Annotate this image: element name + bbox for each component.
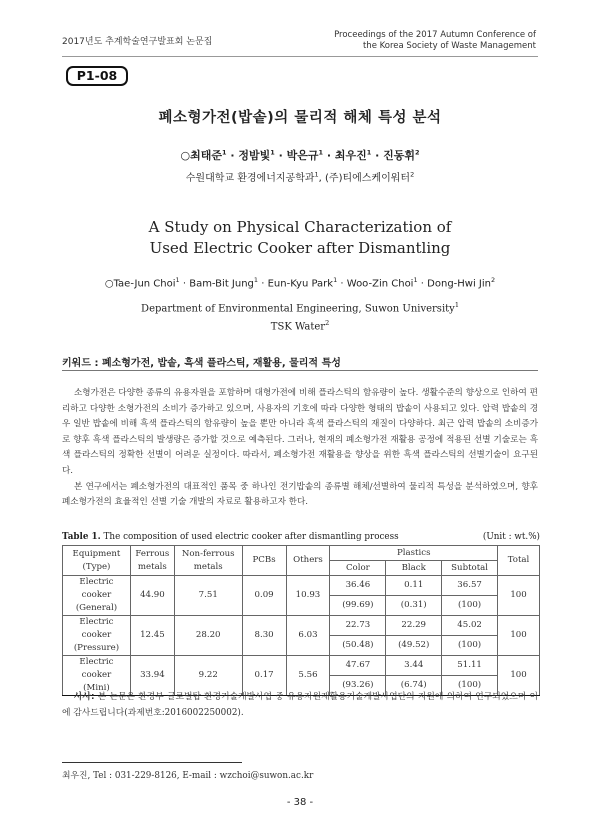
header-subtotal: Subtotal	[442, 561, 498, 576]
body-text	[62, 386, 538, 511]
header-others: Others	[286, 546, 330, 576]
acknowledgement-label: 사사:	[74, 692, 95, 702]
korean-affiliation: 수원대학교 환경에너지공학과$^1$, (주)티에스케이워터$^2$	[185, 170, 415, 184]
keywords-rule	[62, 370, 538, 371]
header-rule	[62, 56, 538, 57]
department: Department of Environmental Engineering, Suwon University	[141, 303, 455, 315]
table-row	[63, 576, 540, 596]
cell-ferrous: 33.94	[130, 656, 174, 696]
cell-subtotal-pct: (100)	[442, 636, 498, 656]
cell-color: 22.73	[330, 616, 386, 636]
page-number: - 38 -	[286, 797, 314, 808]
body-paragraph-2: 본 연구에서는 폐소형가전의 대표적인 품목 중 하나인 전기밥솥의 종류별 해체/선별하여 물리적 특성을 분석하였으며, 향후 폐소형가전의 효율적인 선별 기술 개발의 자료로 활용하고자 한다.	[62, 481, 538, 508]
keywords: 키워드 : 폐소형가전, 밥솥, 흑색 플라스틱, 재활용, 물리적 특성	[62, 358, 341, 369]
table-unit: (Unit : wt.%)	[482, 532, 540, 542]
footnote-contact: 최우진, Tel : 031-229-8126, E-mail : wzchoi@suwon.ac.kr	[62, 771, 314, 781]
table-row	[63, 656, 540, 676]
cell-color: 47.67	[330, 656, 386, 676]
presenter-mark: ○	[104, 278, 114, 290]
english-title-line2: Used Electric Cooker after Dismantling	[149, 239, 451, 257]
row-equipment: Electric cooker (General)	[63, 576, 131, 616]
cell-total: 100	[498, 656, 540, 696]
english-title-line1: A Study on Physical Characterization of	[148, 218, 452, 236]
cell-subtotal-pct: (100)	[442, 596, 498, 616]
cell-black-pct: (0.31)	[386, 596, 442, 616]
row-equipment: Electric cooker (Pressure)	[63, 616, 131, 656]
cell-black-pct: (49.52)	[386, 636, 442, 656]
running-header-right	[334, 30, 536, 52]
cell-others: 5.56	[286, 656, 330, 696]
english-author: Eun-Kyu Park	[267, 278, 334, 290]
cell-nonferrous: 28.20	[174, 616, 242, 656]
header-color: Color	[330, 561, 386, 576]
table-caption-text: The composition of used electric cooker after dismantling process	[103, 532, 399, 542]
english-authors: ○Tae-Jun Choi$^1$ · Bam-Bit Jung$^1$ · Eun-Kyu Park$^1$ · Woo-Zin Choi$^1$ · Dong-Hwi Jin$^2$	[104, 276, 496, 290]
header-ferrous: Ferrous metals	[130, 546, 174, 576]
cell-subtotal: 45.02	[442, 616, 498, 636]
english-affiliation: Department of Environmental Engineering, Suwon University$^1$ TSK Water$^2$	[141, 301, 459, 333]
running-header-right-line1: Proceedings of the 2017 Autumn Conference of	[334, 30, 536, 40]
table-caption	[62, 532, 540, 542]
body-paragraph-1: 소형가전은 다양한 종류의 유용자원을 포함하며 대형가전에 비해 플라스틱의 함유량이 높다. 생활수준의 향상으로 인하여 편리하고 다양한 소형가전의 소비가 증가하고 있으며, 사용자의 기호에 따라 다양한 형태의 밥솥이 사용되고 있다. 압력 밥솥의 경우 일반 밥솥에 비해 흑색 플라스틱의 함유량이 높을 뿐만 아니라 흑색 플라스틱의 재질이 다양하다. 최근 압력 밥솥의 소비증가로 향후 흑색 플라스틱의 발생량은 증가할 것으로 예측된다. 그러나, 현재의 폐소형가전 재활용 공정에 적용된 선별 기술로는 흑색 플라스틱의 정확한 선별이 어려운 실정이다. 따라서, 폐소형가전 재활용을 향상을 위한 흑색 플라스틱의 선별기술이 요구된다.	[62, 388, 538, 476]
cell-black: 3.44	[386, 656, 442, 676]
english-title	[60, 217, 540, 259]
composition-table	[62, 545, 540, 696]
header-total: Total	[498, 546, 540, 576]
table-header-row	[63, 546, 540, 561]
cell-color: 36.46	[330, 576, 386, 596]
cell-black: 22.29	[386, 616, 442, 636]
company: TSK Water	[270, 321, 326, 333]
cell-pcbs: 0.17	[242, 656, 286, 696]
footnote-rule	[62, 762, 242, 763]
table-caption-label: Table 1.	[62, 532, 101, 542]
korean-author: 최우진	[334, 149, 367, 162]
cell-pcbs: 0.09	[242, 576, 286, 616]
cell-nonferrous: 7.51	[174, 576, 242, 616]
cell-total: 100	[498, 616, 540, 656]
table-row	[63, 616, 540, 636]
cell-subtotal: 51.11	[442, 656, 498, 676]
cell-others: 6.03	[286, 616, 330, 656]
presenter-mark: ○	[180, 149, 191, 162]
running-header-left: 2017년도 추계학술연구발표회 논문집	[62, 37, 213, 47]
english-author: Woo-Zin Choi	[346, 278, 414, 290]
cell-nonferrous: 9.22	[174, 656, 242, 696]
header-equipment: Equipment (Type)	[63, 546, 131, 576]
cell-ferrous: 44.90	[130, 576, 174, 616]
korean-author: 박은규	[286, 149, 319, 162]
row-equipment: Electric cooker (Mini)	[63, 656, 131, 696]
header-nonferrous: Non-ferrous metals	[174, 546, 242, 576]
korean-author: 정밤빛	[238, 149, 271, 162]
running-header-right-line2: the Korea Society of Waste Management	[362, 41, 536, 51]
cell-black: 0.11	[386, 576, 442, 596]
acknowledgement	[62, 689, 538, 721]
cell-subtotal-pct: (100)	[442, 676, 498, 696]
korean-title: 폐소형가전(밥솥)의 물리적 해체 특성 분석	[158, 110, 442, 126]
cell-black-pct: (6.74)	[386, 676, 442, 696]
header-plastics: Plastics	[330, 546, 498, 561]
cell-ferrous: 12.45	[130, 616, 174, 656]
cell-total: 100	[498, 576, 540, 616]
acknowledgement-text: 본 논문은 환경부 글로벌탑 환경기술개발사업 중 유용자원재활용기술개발사업단의 지원에 의하여 연구되었으며 이에 감사드립니다(과제번호:2016002250002).	[62, 692, 539, 718]
english-author: Dong-Hwi Jin	[427, 278, 491, 290]
cell-color-pct: (93.26)	[330, 676, 386, 696]
english-author: Bam-Bit Jung	[189, 278, 254, 290]
header-black: Black	[386, 561, 442, 576]
header-pcbs: PCBs	[242, 546, 286, 576]
cell-color-pct: (50.48)	[330, 636, 386, 656]
korean-author: 최태준	[190, 149, 222, 162]
cell-pcbs: 8.30	[242, 616, 286, 656]
cell-color-pct: (99.69)	[330, 596, 386, 616]
korean-authors: ○최태준$^1$ · 정밤빛$^1$ · 박은규$^1$ · 최우진$^1$ · 진동휘$^2$	[180, 148, 420, 162]
cell-others: 10.93	[286, 576, 330, 616]
korean-author: 진동휘	[383, 149, 416, 162]
paper-id-tag: P1-08	[66, 66, 128, 86]
english-author: Tae-Jun Choi	[113, 278, 176, 290]
cell-subtotal: 36.57	[442, 576, 498, 596]
